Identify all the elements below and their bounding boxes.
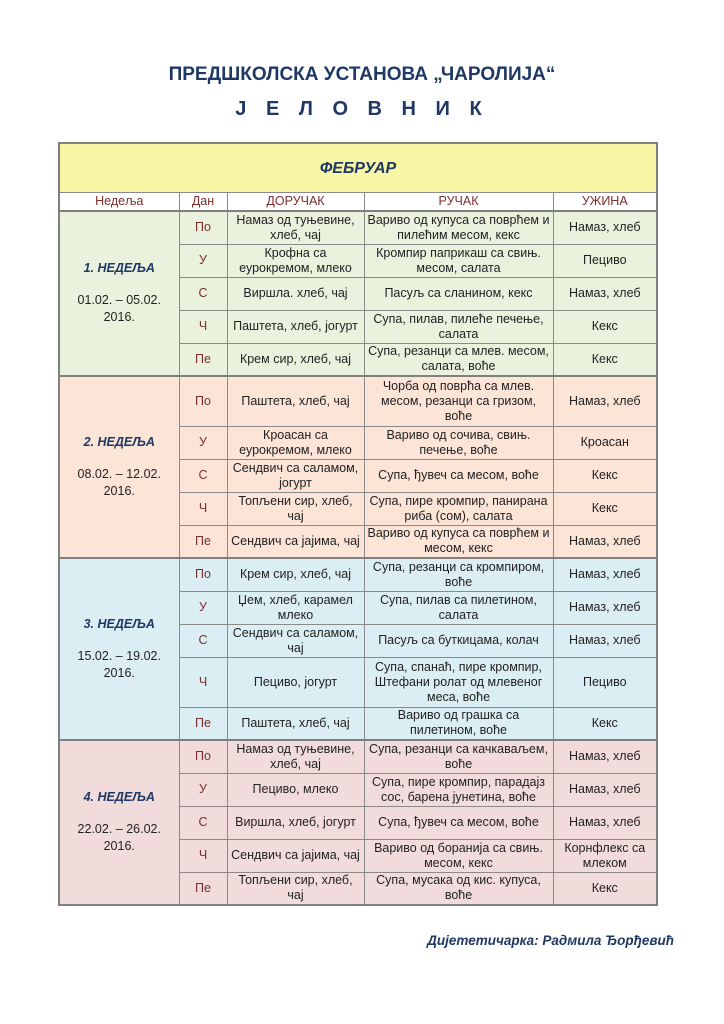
- snack-cell: Пециво: [553, 244, 657, 277]
- day-cell: По: [179, 211, 227, 244]
- snack-cell: Кроасан: [553, 426, 657, 459]
- week-label: 4. НЕДЕЉА: [83, 790, 155, 804]
- dietitian-signature: Дијететичарка: Радмила Ђорђевић: [427, 933, 674, 948]
- week-year: 2016.: [103, 310, 135, 324]
- week-dates: 22.02. – 26.02.: [77, 822, 161, 836]
- day-cell: По: [179, 376, 227, 426]
- lunch-cell: Вариво од купуса са поврћем и пилећим месом, кекс: [364, 211, 553, 244]
- week-label: 3. НЕДЕЉА: [83, 616, 155, 631]
- snack-cell: Кекс: [553, 707, 657, 740]
- lunch-cell: Супа, пилав са пилетином, салата: [364, 591, 553, 624]
- week-cell: [59, 211, 179, 376]
- snack-cell: Намаз, хлеб: [553, 525, 657, 558]
- lunch-cell: Чорба од поврћа са млев. месом, резанци са гризом, воће: [364, 376, 553, 426]
- breakfast-cell: Сендвич са саламом, чај: [227, 624, 364, 657]
- week-cell: [59, 376, 179, 558]
- lunch-cell: Супа, ђувеч са месом, воће: [364, 459, 553, 492]
- table-row: [59, 211, 657, 244]
- snack-cell: Намаз, хлеб: [553, 624, 657, 657]
- day-cell: У: [179, 591, 227, 624]
- breakfast-cell: Кроасан са еурокремом, млеко: [227, 426, 364, 459]
- snack-cell: Намаз, хлеб: [553, 740, 657, 773]
- month-label: ФЕБРУАР: [59, 143, 657, 193]
- menu-table: [58, 142, 658, 906]
- day-cell: С: [179, 624, 227, 657]
- lunch-cell: Супа, резанци са млев. месом, салата, воће: [364, 343, 553, 376]
- snack-cell: Кекс: [553, 492, 657, 525]
- week-label: 1. НЕДЕЉА: [83, 261, 155, 275]
- day-cell: У: [179, 426, 227, 459]
- breakfast-cell: Пециво, јогурт: [227, 657, 364, 707]
- day-cell: Ч: [179, 839, 227, 872]
- breakfast-cell: Крем сир, хлеб, чај: [227, 558, 364, 591]
- snack-cell: Намаз, хлеб: [553, 376, 657, 426]
- day-cell: По: [179, 558, 227, 591]
- week-dates: 15.02. – 19.02.: [77, 648, 161, 663]
- table-row: [59, 740, 657, 773]
- lunch-cell: Вариво од купуса са поврћем и месом, кекс: [364, 525, 553, 558]
- column-header-week: Недеља: [59, 193, 179, 212]
- week-dates: 01.02. – 05.02.: [77, 293, 161, 307]
- breakfast-cell: Паштета, хлеб, чај: [227, 707, 364, 740]
- column-header-day: Дан: [179, 193, 227, 212]
- lunch-cell: Супа, пилав, пилеће печење, салата: [364, 310, 553, 343]
- snack-cell: Намаз, хлеб: [553, 591, 657, 624]
- breakfast-cell: Џем, хлеб, карамел млеко: [227, 591, 364, 624]
- menu-title: Ј Е Л О В Н И К: [235, 98, 489, 120]
- column-header-snack: УЖИНА: [553, 193, 657, 212]
- day-cell: Пе: [179, 872, 227, 905]
- day-cell: По: [179, 740, 227, 773]
- snack-cell: Намаз, хлеб: [553, 806, 657, 839]
- lunch-cell: Кромпир паприкаш са свињ. месом, салата: [364, 244, 553, 277]
- breakfast-cell: Сендвич са јајима, чај: [227, 839, 364, 872]
- column-header-breakfast: ДОРУЧАК: [227, 193, 364, 212]
- snack-cell: Кекс: [553, 343, 657, 376]
- week-year: 2016.: [103, 839, 135, 853]
- day-cell: Пе: [179, 707, 227, 740]
- snack-cell: Намаз, хлеб: [553, 773, 657, 806]
- column-header-row: [59, 193, 657, 212]
- week-cell: [59, 740, 179, 905]
- day-cell: С: [179, 459, 227, 492]
- breakfast-cell: Сендвич са саламом, јогурт: [227, 459, 364, 492]
- day-cell: С: [179, 277, 227, 310]
- snack-cell: Кекс: [553, 459, 657, 492]
- week-year: 2016.: [103, 483, 135, 498]
- breakfast-cell: Сендвич са јајима, чај: [227, 525, 364, 558]
- breakfast-cell: Топљени сир, хлеб, чај: [227, 872, 364, 905]
- breakfast-cell: Намаз од туњевине, хлеб, чај: [227, 740, 364, 773]
- menu-body: [59, 211, 657, 905]
- day-cell: С: [179, 806, 227, 839]
- table-row: [59, 558, 657, 591]
- breakfast-cell: Топљени сир, хлеб, чај: [227, 492, 364, 525]
- week-year: 2016.: [103, 665, 135, 680]
- table-row: [59, 376, 657, 426]
- lunch-cell: Вариво од сочива, свињ. печење, воће: [364, 426, 553, 459]
- day-cell: У: [179, 773, 227, 806]
- snack-cell: Кекс: [553, 872, 657, 905]
- institution-title: ПРЕДШКОЛСКА УСТАНОВА „ЧАРОЛИЈА“: [168, 64, 556, 85]
- day-cell: Ч: [179, 310, 227, 343]
- snack-cell: Пециво: [553, 657, 657, 707]
- snack-cell: Намаз, хлеб: [553, 277, 657, 310]
- lunch-cell: Супа, резанци са кромпиром, воће: [364, 558, 553, 591]
- lunch-cell: Вариво од боранија са свињ. месом, кекс: [364, 839, 553, 872]
- breakfast-cell: Виршла. хлеб, чај: [227, 277, 364, 310]
- lunch-cell: Пасуљ са буткицама, колач: [364, 624, 553, 657]
- breakfast-cell: Виршла, хлеб, јогурт: [227, 806, 364, 839]
- lunch-cell: Супа, резанци са качкаваљем, воће: [364, 740, 553, 773]
- lunch-cell: Супа, ђувеч са месом, воће: [364, 806, 553, 839]
- lunch-cell: Супа, пире кромпир, панирана риба (сом), салата: [364, 492, 553, 525]
- day-cell: Пе: [179, 525, 227, 558]
- lunch-cell: Вариво од грашка са пилетином, воће: [364, 707, 553, 740]
- breakfast-cell: Намаз од туњевине, хлеб, чај: [227, 211, 364, 244]
- breakfast-cell: Пециво, млеко: [227, 773, 364, 806]
- week-dates: 08.02. – 12.02.: [77, 466, 161, 481]
- breakfast-cell: Крофна са еурокремом, млеко: [227, 244, 364, 277]
- month-row: [59, 143, 657, 193]
- snack-cell: Кекс: [553, 310, 657, 343]
- lunch-cell: Супа, спанаћ, пире кромпир, Штефани ролат од млевеног меса, воће: [364, 657, 553, 707]
- week-cell: [59, 558, 179, 740]
- snack-cell: Намаз, хлеб: [553, 558, 657, 591]
- day-cell: Пе: [179, 343, 227, 376]
- breakfast-cell: Крем сир, хлеб, чај: [227, 343, 364, 376]
- snack-cell: Намаз, хлеб: [553, 211, 657, 244]
- breakfast-cell: Паштета, хлеб, чај: [227, 376, 364, 426]
- lunch-cell: Супа, пире кромпир, парадајз сос, барена јунетина, воће: [364, 773, 553, 806]
- day-cell: У: [179, 244, 227, 277]
- day-cell: Ч: [179, 492, 227, 525]
- breakfast-cell: Паштета, хлеб, јогурт: [227, 310, 364, 343]
- snack-cell: Корнфлекс са млеком: [553, 839, 657, 872]
- lunch-cell: Супа, мусака од кис. купуса, воће: [364, 872, 553, 905]
- column-header-lunch: РУЧАК: [364, 193, 553, 212]
- day-cell: Ч: [179, 657, 227, 707]
- lunch-cell: Пасуљ са сланином, кекс: [364, 277, 553, 310]
- week-label: 2. НЕДЕЉА: [83, 434, 155, 449]
